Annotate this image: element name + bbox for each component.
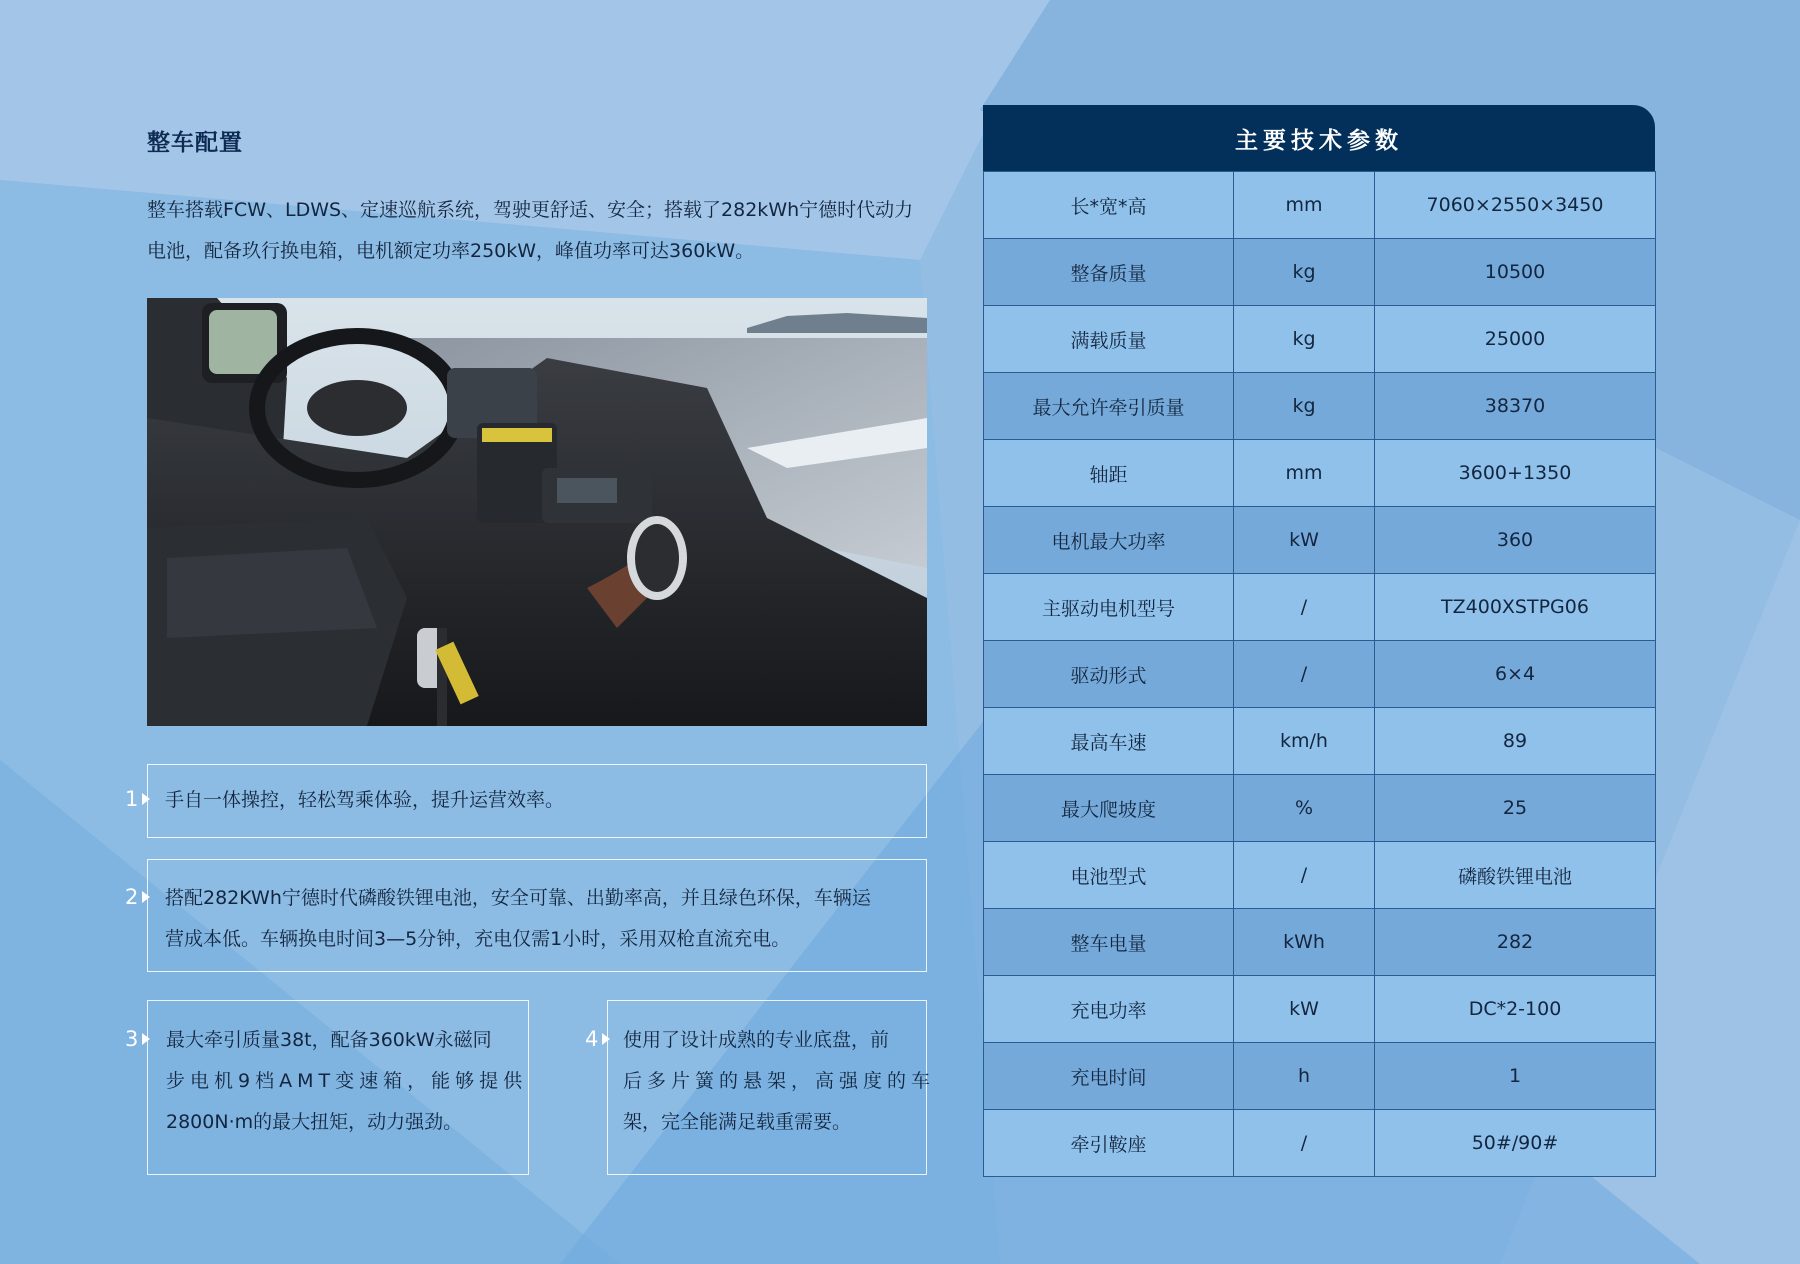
spec-unit: kg bbox=[1234, 239, 1375, 306]
spec-name: 长*宽*高 bbox=[984, 172, 1234, 239]
intro-paragraph bbox=[147, 190, 937, 272]
spec-value: 38370 bbox=[1375, 373, 1656, 440]
table-row bbox=[984, 1110, 1656, 1177]
spec-name: 主驱动电机型号 bbox=[984, 574, 1234, 641]
spec-name: 轴距 bbox=[984, 440, 1234, 507]
table-row bbox=[984, 909, 1656, 976]
feature-number-4: 4 bbox=[585, 1027, 610, 1051]
feature-number-3: 3 bbox=[125, 1027, 150, 1051]
cab-interior-photo bbox=[147, 298, 927, 726]
table-row bbox=[984, 507, 1656, 574]
spec-unit: mm bbox=[1234, 172, 1375, 239]
spec-value: 25 bbox=[1375, 775, 1656, 842]
spec-name: 整备质量 bbox=[984, 239, 1234, 306]
spec-name: 充电时间 bbox=[984, 1043, 1234, 1110]
spec-name: 最大爬坡度 bbox=[984, 775, 1234, 842]
spec-unit: mm bbox=[1234, 440, 1375, 507]
table-row bbox=[984, 239, 1656, 306]
table-row bbox=[984, 440, 1656, 507]
spec-name: 牵引鞍座 bbox=[984, 1110, 1234, 1177]
table-row bbox=[984, 306, 1656, 373]
spec-unit: kW bbox=[1234, 507, 1375, 574]
spec-value: 7060×2550×3450 bbox=[1375, 172, 1656, 239]
spec-unit: / bbox=[1234, 842, 1375, 909]
spec-value: TZ400XSTPG06 bbox=[1375, 574, 1656, 641]
spec-value: 50#/90# bbox=[1375, 1110, 1656, 1177]
spec-name: 驱动形式 bbox=[984, 641, 1234, 708]
spec-value: 89 bbox=[1375, 708, 1656, 775]
spec-name: 最高车速 bbox=[984, 708, 1234, 775]
spec-value: 282 bbox=[1375, 909, 1656, 976]
intro-line-2: 电池，配备玖行换电箱，电机额定功率250kW，峰值功率可达360kW。 bbox=[147, 240, 755, 262]
spec-unit: % bbox=[1234, 775, 1375, 842]
table-row bbox=[984, 708, 1656, 775]
table-row bbox=[984, 842, 1656, 909]
spec-table bbox=[983, 105, 1655, 1177]
spec-unit: / bbox=[1234, 574, 1375, 641]
feature-number-1: 1 bbox=[125, 787, 150, 811]
spec-value: DC*2-100 bbox=[1375, 976, 1656, 1043]
spec-value: 1 bbox=[1375, 1043, 1656, 1110]
feature-number-2: 2 bbox=[125, 885, 150, 909]
spec-name: 充电功率 bbox=[984, 976, 1234, 1043]
feature-text-3: 最大牵引质量38t，配备360kW永磁同 步电机9档AMT变速箱，能够提供 2800N·m的最大扭矩，动力强劲。 bbox=[166, 1029, 528, 1133]
spec-value: 3600+1350 bbox=[1375, 440, 1656, 507]
section-title: 整车配置 bbox=[147, 130, 243, 156]
table-row bbox=[984, 172, 1656, 239]
spec-unit: kW bbox=[1234, 976, 1375, 1043]
spec-name: 电机最大功率 bbox=[984, 507, 1234, 574]
spec-unit: / bbox=[1234, 641, 1375, 708]
spec-unit: kg bbox=[1234, 373, 1375, 440]
table-row bbox=[984, 641, 1656, 708]
spec-unit: km/h bbox=[1234, 708, 1375, 775]
spec-unit: kWh bbox=[1234, 909, 1375, 976]
spec-name: 电池型式 bbox=[984, 842, 1234, 909]
spec-unit: h bbox=[1234, 1043, 1375, 1110]
spec-table-body bbox=[983, 171, 1656, 1177]
table-row bbox=[984, 976, 1656, 1043]
spec-value: 10500 bbox=[1375, 239, 1656, 306]
chevron-right-icon bbox=[142, 1033, 150, 1045]
spec-table-title: 主要技术参数 bbox=[983, 105, 1655, 171]
spec-unit: kg bbox=[1234, 306, 1375, 373]
chevron-right-icon bbox=[142, 793, 150, 805]
spec-value: 磷酸铁锂电池 bbox=[1375, 842, 1656, 909]
table-row bbox=[984, 373, 1656, 440]
spec-value: 360 bbox=[1375, 507, 1656, 574]
intro-line-1: 整车搭载FCW、LDWS、定速巡航系统，驾驶更舒适、安全；搭载了282kWh宁德时代动力 bbox=[147, 199, 914, 221]
table-row bbox=[984, 775, 1656, 842]
table-row bbox=[984, 574, 1656, 641]
spec-value: 25000 bbox=[1375, 306, 1656, 373]
spec-name: 整车电量 bbox=[984, 909, 1234, 976]
chevron-right-icon bbox=[602, 1033, 610, 1045]
chevron-right-icon bbox=[142, 891, 150, 903]
spec-value: 6×4 bbox=[1375, 641, 1656, 708]
feature-text-4: 使用了设计成熟的专业底盘，前 后多片簧的悬架，高强度的车 架，完全能满足载重需要。 bbox=[623, 1029, 936, 1133]
spec-name: 最大允许牵引质量 bbox=[984, 373, 1234, 440]
feature-text-1: 手自一体操控，轻松驾乘体验，提升运营效率。 bbox=[165, 789, 565, 811]
spec-unit: / bbox=[1234, 1110, 1375, 1177]
spec-name: 满载质量 bbox=[984, 306, 1234, 373]
table-row bbox=[984, 1043, 1656, 1110]
feature-text-2: 搭配282KWh宁德时代磷酸铁锂电池，安全可靠、出勤率高，并且绿色环保，车辆运 营成本低。车辆换电时间3—5分钟，充电仅需1小时，采用双枪直流充电。 bbox=[165, 887, 871, 950]
